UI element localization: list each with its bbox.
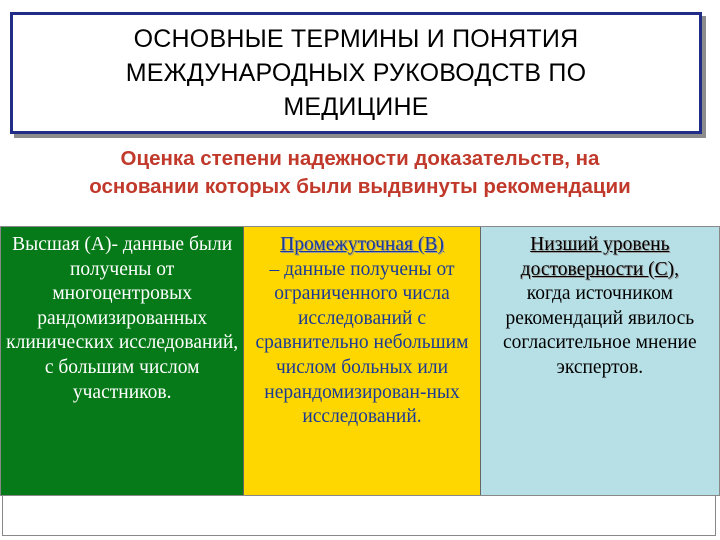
level-a-heading: Высшая (А)- (12, 234, 118, 255)
level-a-column (1, 227, 243, 495)
level-a-text: данные были получены от многоцентровых рандомизированных клинических исследований, с большим числом участников. (6, 234, 239, 403)
title-box (10, 12, 702, 134)
subtitle: Оценка степени надежности доказательств, на основании которых были выдвинуты рекомендации (89, 147, 631, 198)
level-c-column (480, 227, 719, 495)
level-c-heading: Низший уровень достоверности (С), (520, 234, 680, 280)
bottom-frame (2, 496, 716, 536)
level-b-heading: Промежуточная (В) (280, 234, 444, 255)
level-c-text: когда источником рекомендаций явилось согласительное мнение экспертов. (503, 283, 697, 378)
level-b-text: – данные получены от ограниченного числа исследований с сравнительно небольшим числом больных или нерандомизирован-ных исследований. (255, 258, 469, 428)
level-b-column (243, 227, 479, 495)
page-title: ОСНОВНЫЕ ТЕРМИНЫ И ПОНЯТИЯ МЕЖДУНАРОДНЫХ РУКОВОДСТВ ПО МЕДИЦИНЕ (125, 25, 587, 121)
evidence-levels-table (0, 226, 720, 496)
